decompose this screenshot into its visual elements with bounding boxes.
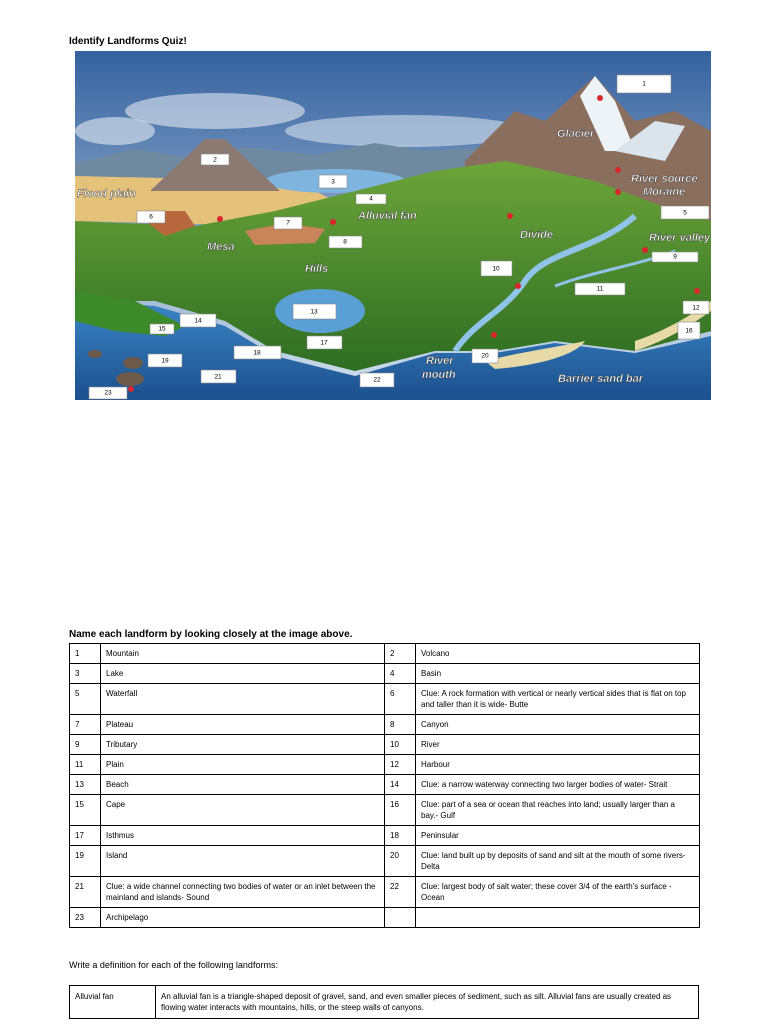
answer-row — [70, 826, 700, 846]
svg-text:11: 11 — [596, 285, 604, 293]
label-barrier-sand-bar: Barrier sand bar — [558, 373, 643, 385]
answer-row — [70, 735, 700, 755]
answer-row — [70, 755, 700, 775]
item-answer: Volcano — [416, 644, 700, 664]
svg-text:21: 21 — [214, 373, 222, 381]
quiz-title: Identify Landforms Quiz! — [69, 36, 187, 47]
item-number: 12 — [385, 755, 416, 775]
number-box-6 — [137, 211, 165, 223]
item-number: 20 — [385, 846, 416, 877]
label-flood-plain: Flood plain — [77, 188, 136, 200]
answer-table — [69, 643, 700, 928]
item-number: 10 — [385, 735, 416, 755]
item-answer — [416, 908, 700, 928]
svg-text:8: 8 — [343, 238, 347, 246]
svg-text:9: 9 — [673, 253, 677, 261]
number-box-4 — [356, 194, 386, 204]
label-divide: Divide — [520, 229, 554, 241]
item-number: 3 — [70, 664, 101, 684]
label-alluvial-fan: Alluvial fan — [358, 210, 417, 222]
answer-row — [70, 684, 700, 715]
svg-text:10: 10 — [492, 265, 500, 273]
svg-text:13: 13 — [310, 308, 318, 316]
svg-text:18: 18 — [253, 349, 261, 357]
svg-text:7: 7 — [286, 219, 290, 227]
svg-text:12: 12 — [692, 304, 700, 312]
number-box-17 — [307, 336, 342, 349]
item-answer: Clue: a narrow waterway connecting two larger bodies of water- Strait — [416, 775, 700, 795]
label-hills: Hills — [305, 263, 329, 275]
number-box-11 — [575, 283, 625, 295]
item-number: 11 — [70, 755, 101, 775]
definition-row — [70, 986, 699, 1019]
label-river-valley: River valley — [649, 232, 711, 244]
label-moraine: Moraine — [643, 186, 686, 198]
number-box-23 — [89, 387, 127, 399]
item-answer: Waterfall — [101, 684, 385, 715]
item-number: 6 — [385, 684, 416, 715]
item-number: 2 — [385, 644, 416, 664]
answer-row — [70, 644, 700, 664]
item-answer: Beach — [101, 775, 385, 795]
item-answer: Isthmus — [101, 826, 385, 846]
answer-row — [70, 664, 700, 684]
item-answer: Tributary — [101, 735, 385, 755]
svg-text:20: 20 — [481, 352, 489, 360]
svg-text:5: 5 — [683, 209, 687, 217]
answer-row — [70, 846, 700, 877]
number-box-3 — [319, 175, 347, 188]
number-box-15 — [150, 324, 174, 334]
number-box-13 — [293, 304, 336, 319]
item-answer: Lake — [101, 664, 385, 684]
item-answer: Plateau — [101, 715, 385, 735]
number-box-19 — [148, 354, 182, 367]
definition-term: Alluvial fan — [70, 986, 156, 1019]
item-number: 14 — [385, 775, 416, 795]
item-number: 17 — [70, 826, 101, 846]
label-river-source: River source — [631, 173, 698, 185]
number-box-2 — [201, 154, 229, 165]
item-answer: Clue: A rock formation with vertical or nearly vertical sides that is flat on top and taller than it is wide- Butte — [416, 684, 700, 715]
item-number: 9 — [70, 735, 101, 755]
item-number — [385, 908, 416, 928]
item-number: 7 — [70, 715, 101, 735]
item-number: 19 — [70, 846, 101, 877]
item-answer: Clue: land built up by deposits of sand and silt at the mouth of some rivers- Delta — [416, 846, 700, 877]
answer-row — [70, 877, 700, 908]
item-number: 16 — [385, 795, 416, 826]
number-box-16 — [678, 322, 700, 339]
item-answer: Mountain — [101, 644, 385, 664]
item-number: 22 — [385, 877, 416, 908]
item-answer: Plain — [101, 755, 385, 775]
number-box-1 — [617, 75, 671, 93]
svg-text:4: 4 — [369, 195, 373, 203]
svg-text:16: 16 — [685, 327, 693, 335]
label-glacier: Glacier — [557, 128, 595, 140]
svg-text:17: 17 — [320, 339, 328, 347]
item-answer: Clue: a wide channel connecting two bodies of water or an inlet between the mainland and islands- Sound — [101, 877, 385, 908]
number-box-22 — [360, 373, 394, 387]
answer-row — [70, 908, 700, 928]
svg-text:1: 1 — [642, 80, 646, 88]
number-box-18 — [234, 346, 281, 359]
number-box-5 — [661, 206, 709, 219]
item-number: 18 — [385, 826, 416, 846]
item-number: 4 — [385, 664, 416, 684]
number-box-10 — [481, 261, 512, 276]
item-number: 1 — [70, 644, 101, 664]
svg-text:14: 14 — [194, 317, 202, 325]
number-box-7 — [274, 217, 302, 229]
item-number: 15 — [70, 795, 101, 826]
item-answer: Clue: largest body of salt water; these cover 3/4 of the earth's surface - Ocean — [416, 877, 700, 908]
item-answer: Archipelago — [101, 908, 385, 928]
answer-row — [70, 795, 700, 826]
item-answer: Peninsular — [416, 826, 700, 846]
svg-text:23: 23 — [104, 389, 112, 397]
item-number: 5 — [70, 684, 101, 715]
svg-text:19: 19 — [161, 357, 169, 365]
label-mesa: Mesa — [207, 241, 235, 253]
definition-text: An alluvial fan is a triangle-shaped deposit of gravel, sand, and even smaller pieces of sediment, such as silt. Alluvial fans are usually created as flowing water interacts with mountains, hills, or the steep walls of canyons. — [156, 986, 699, 1019]
item-answer: Canyon — [416, 715, 700, 735]
number-box-20 — [472, 349, 498, 363]
quiz-instruction: Name each landform by looking closely at the image above. — [69, 629, 353, 640]
answer-row — [70, 715, 700, 735]
svg-text:2: 2 — [213, 156, 217, 164]
svg-text:15: 15 — [158, 325, 166, 333]
label-river-mouth-line1: River — [426, 355, 454, 367]
svg-text:3: 3 — [331, 178, 335, 186]
answer-row — [70, 775, 700, 795]
number-box-21 — [201, 370, 236, 383]
item-answer: Island — [101, 846, 385, 877]
definition-instruction: Write a definition for each of the following landforms: — [69, 960, 278, 970]
item-answer: Clue: part of a sea or ocean that reaches into land; usually larger than a bay.- Gulf — [416, 795, 700, 826]
item-number: 13 — [70, 775, 101, 795]
item-number: 21 — [70, 877, 101, 908]
number-box-12 — [683, 301, 709, 314]
number-box-8 — [329, 236, 362, 248]
item-answer: River — [416, 735, 700, 755]
definition-table — [69, 985, 699, 1019]
number-box-9 — [652, 252, 698, 262]
svg-text:6: 6 — [149, 213, 153, 221]
svg-text:22: 22 — [373, 376, 381, 384]
item-number: 23 — [70, 908, 101, 928]
number-box-14 — [180, 314, 216, 327]
label-river-mouth-line2: mouth — [422, 369, 456, 381]
item-answer: Harbour — [416, 755, 700, 775]
landforms-illustration — [75, 51, 711, 400]
item-answer: Basin — [416, 664, 700, 684]
item-answer: Cape — [101, 795, 385, 826]
item-number: 8 — [385, 715, 416, 735]
